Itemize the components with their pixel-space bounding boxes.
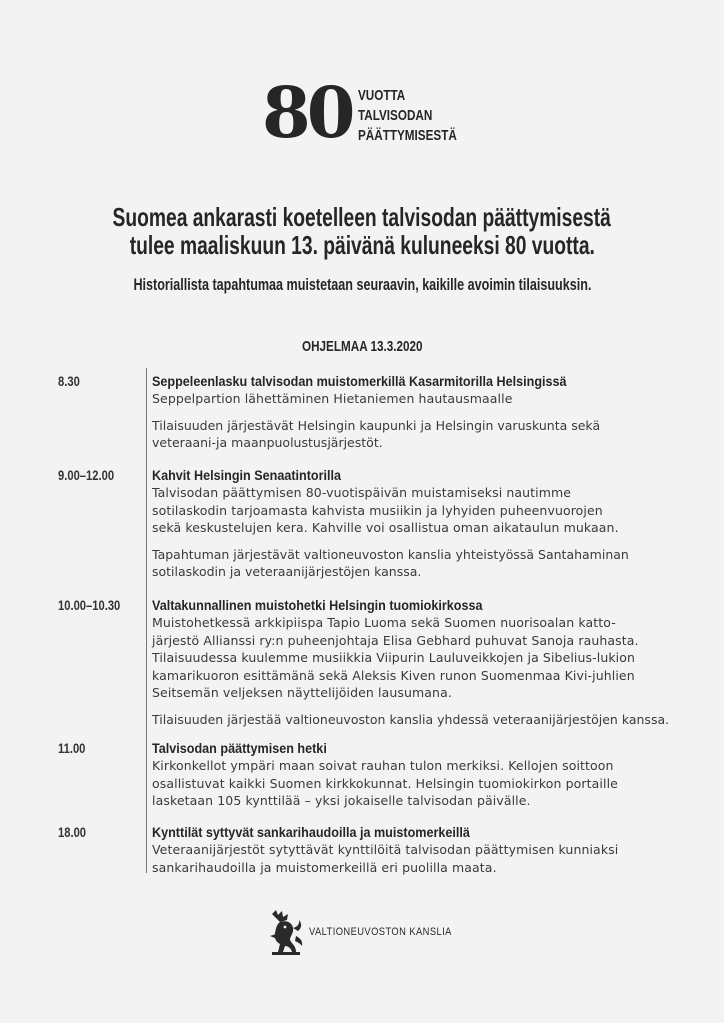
- event-title: Kahvit Helsingin Senaatintorilla: [152, 467, 342, 483]
- event-description-line: Seitsemän veljeksen näyttelijöiden lausumana.: [152, 685, 452, 701]
- headline-line-1: Suomea ankarasti koetelleen talvisodan päättymisestä: [112, 202, 612, 232]
- main-headline: [0, 203, 724, 259]
- event-title: Valtakunnallinen muistohetki Helsingin tuomiokirkossa: [152, 597, 483, 613]
- event-organizer-line: sotilaskodin ja veteraanijärjestöjen kanssa.: [152, 564, 422, 580]
- event-description-line: järjestö Allianssi ry:n puheenjohtaja Elisa Gebhard puhuvat Sanoja rauhasta.: [152, 632, 639, 648]
- event-time: 10.00–10.30: [58, 597, 121, 613]
- event-item: [152, 739, 692, 810]
- event-item: [152, 823, 692, 876]
- event-organizer-line: Tapahtuman järjestävät valtioneuvoston kanslia yhteistyössä Santahaminan: [152, 546, 629, 562]
- event-description-line: sekä keskustelujen kera. Kahville voi osallistua oman aikataulun mukaan.: [152, 520, 619, 536]
- event-title: Kynttilät syttyvät sankarihaudoilla ja muistomerkeillä: [152, 824, 470, 840]
- event-time: 8.30: [58, 373, 80, 389]
- event-organizer-line: veteraani-ja maanpuolustusjärjestöt.: [152, 435, 383, 451]
- event-organizer: [152, 417, 692, 452]
- event-description-line: lasketaan 105 kynttilää – yksi jokaiselle talvisodan päivälle.: [152, 793, 531, 809]
- anniversary-wordmark: [358, 86, 457, 146]
- event-description-line: Kirkonkellot ympäri maan soivat rauhan tulon merkiksi. Kellojen soittoon: [152, 758, 614, 773]
- event-organizer: [152, 546, 692, 581]
- anniversary-number: 80: [262, 71, 352, 154]
- event-item: [152, 466, 692, 581]
- subtitle-text: Historiallista tapahtumaa muistetaan seuraavin, kaikille avoimin tilaisuuksin.: [133, 275, 591, 294]
- event-description-line: Veteraanijärjestöt sytyttävät kynttilöitä talvisodan päättymisen kunniaksi: [152, 842, 619, 857]
- event-description-line: osallistuvat kaikki Suomen kirkkokunnat. Helsingin tuomiokirkon portaille: [152, 775, 618, 791]
- event-time: 11.00: [58, 740, 86, 756]
- event-description-line: Talvisodan päättymisen 80-vuotispäivän muistamiseksi nautimme: [152, 485, 572, 500]
- event-description-line: Tilaisuudessa kuulemme musiikkia Viipurin Lauluveikkojen ja Sibelius-lukion: [152, 650, 636, 666]
- program-title: [0, 338, 724, 356]
- headline-line-2: tulee maaliskuun 13. päivänä kuluneeksi 80 vuotta.: [129, 230, 595, 260]
- event-description-line: kamarikuoron esittämänä sekä Aleksis Kiven runon Suomenmaa Kivi-juhlien: [152, 667, 635, 683]
- wordmark-line-3: PÄÄTTYMISESTÄ: [358, 127, 457, 144]
- event-organizer-line: Tilaisuuden järjestää valtioneuvoston kanslia yhdessä veteraanijärjestöjen kanssa.: [152, 711, 670, 727]
- headline-subtitle: [0, 275, 724, 295]
- event-time: 18.00: [58, 824, 87, 840]
- event-description-line: Seppelpartion lähettäminen Hietaniemen hautausmaalle: [152, 391, 513, 406]
- event-description: [152, 757, 692, 810]
- event-description: [152, 841, 692, 876]
- event-item: [152, 372, 692, 452]
- wordmark-line-2: TALVISODAN: [358, 107, 433, 124]
- program-title-text: OHJELMAA 13.3.2020: [301, 338, 423, 355]
- event-title: Seppeleenlasku talvisodan muistomerkillä Kasarmitorilla Helsingissä: [152, 373, 567, 389]
- event-description-line: sotilaskodin tarjoamasta kahvista musiikin ja lyhyiden puheenvuorojen: [152, 502, 603, 518]
- event-description: [152, 614, 692, 702]
- event-description: [152, 484, 692, 537]
- lion-crest-icon: [266, 908, 306, 958]
- event-description: [152, 390, 692, 408]
- organization-name: VALTIONEUVOSTON KANSLIA: [309, 926, 452, 938]
- wordmark-line-1: VUOTTA: [358, 87, 406, 104]
- event-description-line: sankarihaudoilla ja muistomerkeillä eri puolilla maata.: [152, 859, 497, 875]
- event-organizer: [152, 711, 692, 729]
- timeline-divider: [146, 368, 147, 873]
- event-time: 9.00–12.00: [58, 467, 115, 483]
- event-organizer-line: Tilaisuuden järjestävät Helsingin kaupunki ja Helsingin varuskunta sekä: [152, 417, 601, 433]
- event-description-line: Muistohetkessä arkkipiispa Tapio Luoma sekä Suomen nuorisoalan katto-: [152, 615, 616, 630]
- event-item: [152, 596, 692, 729]
- event-title: Talvisodan päättymisen hetki: [152, 740, 327, 756]
